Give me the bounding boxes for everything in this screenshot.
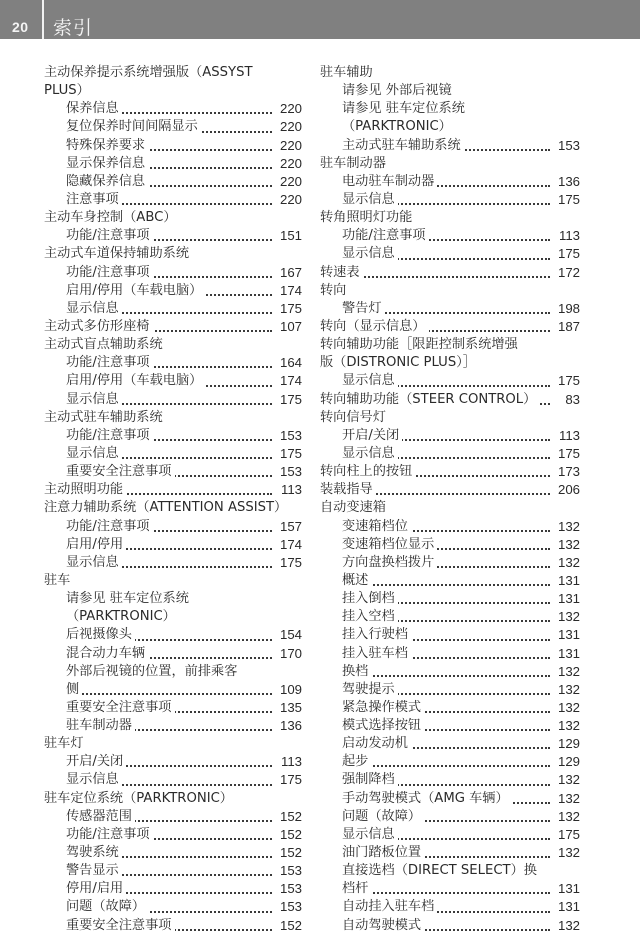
entry-text: 功能/注意事项 [66, 827, 153, 842]
page-reference: 153 [277, 898, 302, 916]
entry-text: 显示信息 [66, 301, 122, 316]
dot-leader [342, 892, 550, 894]
index-entry [320, 409, 580, 427]
page-reference: 131 [555, 645, 580, 663]
entry-text: 主动车身控制（ABC） [44, 210, 180, 225]
entry-text: 转角照明灯功能 [320, 210, 415, 225]
entry-text: 油门踏板位置 [342, 845, 424, 860]
index-entry [44, 336, 302, 354]
entry-text: 驻车定位系统（PARKTRONIC） [44, 791, 236, 806]
index-subentry [44, 173, 302, 191]
entry-text: 换档 [342, 664, 371, 679]
index-subentry [44, 282, 302, 300]
entry-text: 主动式多仿形座椅 [44, 319, 153, 334]
entry-text: 功能/注意事项 [66, 519, 153, 534]
index-entry [44, 209, 302, 227]
page-reference: 129 [555, 735, 580, 753]
index-subentry [320, 118, 580, 136]
entry-text: （PARKTRONIC） [342, 119, 455, 134]
entry-text: 驻车灯 [44, 736, 87, 751]
page-reference: 173 [555, 463, 580, 481]
index-subentry [44, 118, 302, 136]
index-subentry [44, 191, 302, 209]
index-subentry [320, 663, 580, 681]
dot-leader [342, 675, 550, 677]
index-entry [320, 282, 580, 300]
index-subentry [320, 590, 580, 608]
entry-text: 装载指导 [320, 482, 376, 497]
index-entry [44, 735, 302, 753]
index-subentry [320, 717, 580, 735]
index-entry [320, 209, 580, 227]
index-subentry [44, 264, 302, 282]
index-entry [320, 481, 580, 499]
entry-text: 转速表 [320, 265, 363, 280]
page-reference: 175 [555, 191, 580, 209]
entry-text: 问题（故障） [342, 809, 424, 824]
index-subentry [320, 372, 580, 390]
index-subentry [44, 880, 302, 898]
entry-text: 主动式驻车辅助系统 [342, 138, 464, 153]
entry-text: 停用/启用 [66, 881, 126, 896]
entry-text: 警告灯 [342, 301, 385, 316]
page-reference: 152 [277, 917, 302, 935]
index-subentry [44, 372, 302, 390]
page-reference: 132 [555, 771, 580, 789]
entry-text: 挂入空档 [342, 609, 398, 624]
index-subentry [44, 536, 302, 554]
entry-text: 混合动力车辆 [66, 646, 148, 661]
entry-text: 紧急操作模式 [342, 700, 424, 715]
page-reference: 157 [277, 518, 302, 536]
entry-text: PLUS） [44, 83, 93, 98]
page-reference: 167 [277, 264, 302, 282]
index-entry [44, 64, 302, 82]
page-reference: 152 [277, 826, 302, 844]
index-subentry [44, 645, 302, 663]
entry-text: （PARKTRONIC） [66, 609, 179, 624]
page-reference: 113 [556, 427, 580, 445]
index-subentry [320, 917, 580, 935]
entry-text: 显示信息 [342, 446, 398, 461]
index-subentry [44, 354, 302, 372]
entry-text: 挂入行驶档 [342, 627, 411, 642]
entry-text: 显示信息 [342, 827, 398, 842]
page-reference: 175 [277, 391, 302, 409]
entry-text: 强制降档 [342, 772, 398, 787]
index-entry [320, 64, 580, 82]
page-number: 20 [12, 19, 29, 35]
entry-text: 驾驶提示 [342, 682, 398, 697]
entry-text: 重要安全注意事项 [66, 700, 175, 715]
index-column-right [320, 64, 580, 935]
index-subentry [320, 554, 580, 572]
index-subentry [320, 191, 580, 209]
index-entry [320, 318, 580, 336]
page-reference: 175 [555, 372, 580, 390]
index-entry [44, 82, 302, 100]
entry-text: 驻车制动器 [320, 156, 389, 171]
entry-text: 显示信息 [342, 192, 398, 207]
page-reference: 83 [562, 391, 580, 409]
index-subentry [320, 245, 580, 263]
entry-text: 注意事项 [66, 192, 122, 207]
entry-text: 方向盘换档拨片 [342, 555, 437, 570]
index-subentry [320, 100, 580, 118]
page-reference: 153 [277, 427, 302, 445]
index-subentry [320, 227, 580, 245]
page-reference: 206 [555, 481, 580, 499]
page-reference: 131 [555, 880, 580, 898]
index-subentry [44, 699, 302, 717]
index-subentry [320, 445, 580, 463]
index-subentry [320, 137, 580, 155]
page-reference: 153 [555, 137, 580, 155]
page-reference: 132 [555, 518, 580, 536]
page-reference: 153 [277, 463, 302, 481]
page-reference: 174 [277, 372, 302, 390]
entry-text: 驻车 [44, 573, 73, 588]
index-subentry [44, 300, 302, 318]
entry-text: 显示信息 [66, 772, 122, 787]
index-entry [320, 499, 580, 517]
index-subentry [44, 155, 302, 173]
entry-text: 请参见 外部后视镜 [342, 83, 455, 98]
entry-text: 启动发动机 [342, 736, 411, 751]
index-subentry [44, 445, 302, 463]
entry-text: 变速箱档位 [342, 519, 411, 534]
index-subentry [320, 536, 580, 554]
entry-text: 显示信息 [342, 246, 398, 261]
dot-leader [342, 765, 550, 767]
entry-text: 启用/停用（车载电脑） [66, 283, 205, 298]
index-subentry [44, 626, 302, 644]
entry-text: 驻车制动器 [66, 718, 135, 733]
entry-text: 直接选档（DIRECT SELECT）换 [342, 863, 540, 878]
page-reference: 174 [277, 536, 302, 554]
entry-text: 主动保养提示系统增强版（ASSYST [44, 65, 256, 80]
dot-leader [66, 693, 272, 695]
index-subentry [320, 808, 580, 826]
index-entry [320, 354, 580, 372]
index-entry [44, 499, 302, 517]
page-reference: 175 [277, 554, 302, 572]
page-reference: 174 [277, 282, 302, 300]
index-entry [320, 264, 580, 282]
entry-text: 隐藏保养信息 [66, 174, 148, 189]
entry-text: 起步 [342, 754, 371, 769]
entry-text: 版（DISTRONIC PLUS）］ [320, 355, 479, 370]
index-subentry [44, 554, 302, 572]
index-subentry [44, 427, 302, 445]
index-subentry [44, 100, 302, 118]
entry-text: 电动驻车制动器 [342, 174, 437, 189]
page-reference: 113 [556, 227, 580, 245]
page-reference: 109 [277, 681, 302, 699]
page-reference: 153 [277, 880, 302, 898]
page-reference: 132 [555, 808, 580, 826]
page-reference: 132 [555, 681, 580, 699]
page-reference: 131 [555, 590, 580, 608]
index-entry [320, 155, 580, 173]
page-reference: 152 [277, 808, 302, 826]
page-reference: 175 [277, 300, 302, 318]
entry-text: 请参见 驻车定位系统 [342, 101, 468, 116]
index-subentry [320, 608, 580, 626]
entry-text: 开启/关闭 [66, 754, 126, 769]
page-reference: 198 [555, 300, 580, 318]
entry-text: 功能/注意事项 [66, 265, 153, 280]
index-subentry [44, 663, 302, 681]
page-reference: 132 [555, 554, 580, 572]
page-reference: 164 [277, 354, 302, 372]
index-subentry [44, 753, 302, 771]
index-subentry [44, 590, 302, 608]
page-reference: 152 [277, 844, 302, 862]
entry-text: 档杆 [342, 881, 371, 896]
page-reference: 113 [278, 753, 302, 771]
page-reference: 131 [555, 898, 580, 916]
index-subentry [320, 645, 580, 663]
page-header [0, 0, 640, 39]
entry-text: 功能/注意事项 [66, 428, 153, 443]
index-subentry [320, 427, 580, 445]
page-reference: 220 [277, 173, 302, 191]
index-column-left [44, 64, 302, 935]
index-subentry [320, 681, 580, 699]
index-subentry [320, 753, 580, 771]
index-subentry [320, 826, 580, 844]
page-reference: 175 [555, 245, 580, 263]
entry-text: 主动式车道保持辅助系统 [44, 246, 192, 261]
page-reference: 132 [555, 717, 580, 735]
entry-text: 启用/停用（车载电脑） [66, 373, 205, 388]
index-entry [44, 318, 302, 336]
entry-text: 模式选择按钮 [342, 718, 424, 733]
entry-text: 转向信号灯 [320, 410, 389, 425]
index-subentry [320, 790, 580, 808]
index-entry [320, 463, 580, 481]
index-subentry [320, 880, 580, 898]
entry-text: 重要安全注意事项 [66, 918, 175, 933]
index-subentry [44, 844, 302, 862]
entry-text: 显示信息 [66, 446, 122, 461]
page-reference: 220 [277, 137, 302, 155]
page-reference: 220 [277, 155, 302, 173]
index-subentry [320, 173, 580, 191]
entry-text: 侧 [66, 682, 82, 697]
index-subentry [320, 862, 580, 880]
page-reference: 175 [277, 445, 302, 463]
entry-text: 自动挂入驻车档 [342, 899, 437, 914]
entry-text: 驾驶系统 [66, 845, 122, 860]
page-reference: 129 [555, 753, 580, 771]
entry-text: 功能/注意事项 [66, 355, 153, 370]
entry-text: 主动式盲点辅助系统 [44, 337, 166, 352]
entry-text: 显示信息 [66, 392, 122, 407]
page-reference: 136 [277, 717, 302, 735]
entry-text: 显示信息 [342, 373, 398, 388]
entry-text: 注意力辅助系统（ATTENTION ASSIST） [44, 500, 290, 515]
entry-text: 显示信息 [66, 555, 122, 570]
page-reference: 220 [277, 191, 302, 209]
entry-text: 开启/关闭 [342, 428, 402, 443]
page-reference: 113 [278, 481, 302, 499]
index-subentry [320, 771, 580, 789]
entry-text: 保养信息 [66, 101, 122, 116]
page-reference: 135 [277, 699, 302, 717]
entry-text: 主动照明功能 [44, 482, 126, 497]
index-entry [320, 336, 580, 354]
page-reference: 172 [555, 264, 580, 282]
index-subentry [44, 608, 302, 626]
index-entry [44, 245, 302, 263]
entry-text: 转向 [320, 283, 349, 298]
index-entry [44, 481, 302, 499]
index-subentry [320, 82, 580, 100]
entry-text: 转向（显示信息） [320, 319, 429, 334]
entry-text: 转向辅助功能（STEER CONTROL） [320, 392, 539, 407]
entry-text: 警告显示 [66, 863, 122, 878]
index-entry [44, 409, 302, 427]
entry-text: 驻车辅助 [320, 65, 376, 80]
page-reference: 175 [555, 826, 580, 844]
index-subentry [320, 572, 580, 590]
page-reference: 220 [277, 118, 302, 136]
index-subentry [320, 844, 580, 862]
index-entry [320, 391, 580, 409]
entry-text: 挂入倒档 [342, 591, 398, 606]
entry-text: 主动式驻车辅助系统 [44, 410, 166, 425]
index-subentry [44, 681, 302, 699]
index-subentry [44, 227, 302, 245]
entry-text: 功能/注意事项 [66, 228, 153, 243]
page-reference: 175 [277, 771, 302, 789]
entry-text: 自动变速箱 [320, 500, 389, 515]
index-subentry [44, 771, 302, 789]
page-reference: 132 [555, 699, 580, 717]
index-subentry [44, 391, 302, 409]
entry-text: 转向辅助功能［限距控制系统增强 [320, 337, 521, 352]
page-reference: 132 [555, 536, 580, 554]
page-reference: 132 [555, 844, 580, 862]
entry-text: 转向柱上的按钮 [320, 464, 415, 479]
page-reference: 220 [277, 100, 302, 118]
index-subentry [44, 137, 302, 155]
page-reference: 132 [555, 917, 580, 935]
entry-text: 启用/停用 [66, 537, 126, 552]
page-reference: 175 [555, 445, 580, 463]
page-reference: 131 [555, 626, 580, 644]
entry-text: 功能/注意事项 [342, 228, 429, 243]
entry-text: 外部后视镜的位置，前排乘客 [66, 664, 240, 679]
entry-text: 特殊保养要求 [66, 138, 148, 153]
index-subentry [44, 717, 302, 735]
index-subentry [44, 808, 302, 826]
entry-text: 显示保养信息 [66, 156, 148, 171]
index-entry [44, 790, 302, 808]
page-reference: 170 [277, 645, 302, 663]
page-reference: 107 [277, 318, 302, 336]
entry-text: 请参见 驻车定位系统 [66, 591, 192, 606]
header-divider [42, 0, 44, 39]
entry-text: 手动驾驶模式（AMG 车辆） [342, 791, 512, 806]
entry-text: 后视摄像头 [66, 627, 135, 642]
page-reference: 151 [277, 227, 302, 245]
index-entry [44, 572, 302, 590]
index-subentry [320, 735, 580, 753]
index-subentry [320, 626, 580, 644]
page-reference: 131 [555, 572, 580, 590]
page-reference: 153 [277, 862, 302, 880]
index-subentry [44, 917, 302, 935]
page-reference: 154 [277, 626, 302, 644]
page-reference: 187 [555, 318, 580, 336]
entry-text: 概述 [342, 573, 371, 588]
index-subentry [320, 300, 580, 318]
entry-text: 自动驾驶模式 [342, 918, 424, 933]
index-subentry [320, 699, 580, 717]
entry-text: 复位保养时间间隔显示 [66, 119, 201, 134]
index-subentry [44, 518, 302, 536]
dot-leader [342, 584, 550, 586]
entry-text: 问题（故障） [66, 899, 148, 914]
page-reference: 132 [555, 790, 580, 808]
page-reference: 132 [555, 608, 580, 626]
page-reference: 136 [555, 173, 580, 191]
entry-text: 变速箱档位显示 [342, 537, 437, 552]
entry-text: 重要安全注意事项 [66, 464, 175, 479]
entry-text: 传感器范围 [66, 809, 135, 824]
index-subentry [320, 518, 580, 536]
index-subentry [44, 862, 302, 880]
section-title: 索引 [53, 17, 94, 39]
index-subentry [44, 826, 302, 844]
index-subentry [44, 463, 302, 481]
entry-text: 挂入驻车档 [342, 646, 411, 661]
page-reference: 132 [555, 663, 580, 681]
